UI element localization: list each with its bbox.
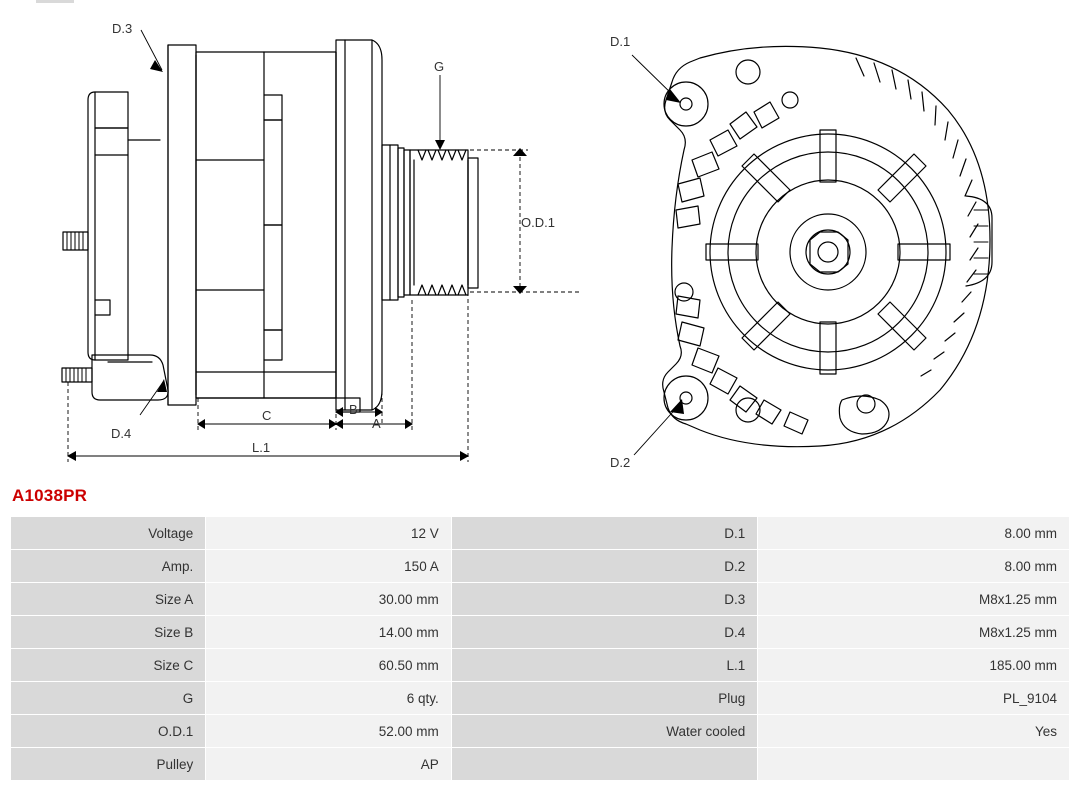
rib-9 — [960, 159, 966, 176]
vent-l2 — [678, 322, 704, 346]
label-od1: O.D.1 — [521, 215, 555, 230]
vent-u3 — [710, 130, 737, 156]
pulley-groove-9 — [448, 285, 456, 295]
rib-4 — [908, 80, 911, 99]
spec-label: G — [11, 682, 206, 715]
vent-l7 — [784, 412, 808, 434]
spec-label: Size C — [11, 649, 206, 682]
pulley-washer — [404, 150, 410, 295]
l1-arrow-right — [460, 451, 469, 461]
rib-8 — [953, 140, 958, 158]
rib-7 — [945, 122, 948, 140]
table-row — [11, 649, 1070, 682]
table-row — [11, 682, 1070, 715]
fan-spoke-ur — [878, 154, 926, 202]
fan-spoke-ul — [742, 154, 790, 202]
pulley-end — [468, 158, 478, 288]
stator-mid-top — [264, 120, 282, 225]
table-row — [11, 616, 1070, 649]
label-c: C — [262, 408, 272, 423]
label-b: B — [349, 402, 358, 417]
label-a: A — [372, 416, 381, 431]
rotor-hex-nut — [810, 232, 848, 272]
d3-leader — [141, 30, 162, 70]
table-row — [11, 748, 1070, 781]
stator-mid-bot — [264, 225, 282, 330]
pulley-groove-2 — [428, 150, 436, 160]
housing-rear-flange — [168, 45, 196, 405]
d4-arrow — [157, 379, 167, 392]
right-boss-ribs — [974, 210, 988, 274]
pulley-groove-1 — [418, 150, 426, 160]
bottom-ear — [839, 396, 889, 434]
specifications-table — [10, 516, 1070, 781]
label-d1: D.1 — [610, 34, 631, 49]
rear-cap-body — [95, 128, 128, 360]
label-l1: L.1 — [252, 440, 271, 455]
spec-label: Plug — [451, 682, 758, 715]
pulley-groove-6 — [418, 285, 426, 295]
rear-cap-top — [95, 92, 128, 128]
rib-5 — [922, 92, 924, 111]
rib-15 — [962, 292, 971, 302]
d3-arrow — [150, 60, 163, 72]
spec-value: 52.00 mm — [206, 715, 451, 748]
od1-arrow-top — [513, 148, 527, 156]
vent-u2 — [692, 152, 719, 177]
rib-2 — [874, 63, 880, 82]
spec-value: 60.50 mm — [206, 649, 451, 682]
table-row — [11, 517, 1070, 550]
fan-spoke-lr — [878, 302, 926, 350]
hole-upper — [736, 60, 760, 84]
spec-value: Yes — [758, 715, 1070, 748]
vent-l3 — [692, 348, 719, 373]
spec-value: M8x1.25 mm — [758, 616, 1070, 649]
label-g: G — [434, 59, 445, 74]
spec-label: Size B — [11, 616, 206, 649]
pulley-body — [410, 150, 468, 295]
rib-11 — [968, 202, 976, 216]
pulley-groove-3 — [438, 150, 446, 160]
fan-spoke-ll — [742, 302, 790, 350]
rib-14 — [967, 270, 976, 282]
vent-u4 — [730, 112, 757, 139]
stator-step-bot — [264, 330, 282, 360]
part-number-title: A1038PR — [12, 486, 88, 505]
label-d3: D.3 — [112, 21, 133, 36]
rib-16 — [954, 313, 964, 322]
spec-value-empty — [758, 748, 1070, 781]
spec-label: Amp. — [11, 550, 206, 583]
spec-value: 14.00 mm — [206, 616, 451, 649]
spec-value: 12 V — [206, 517, 451, 550]
front-housing-curve — [372, 40, 382, 410]
spec-value: PL_9104 — [758, 682, 1070, 715]
spec-label: Water cooled — [451, 715, 758, 748]
table-row — [11, 715, 1070, 748]
mount-hole-top — [680, 98, 692, 110]
spec-value: 8.00 mm — [758, 550, 1070, 583]
spec-value: 185.00 mm — [758, 649, 1070, 682]
spec-label-empty — [451, 748, 758, 781]
fan-spoke-left — [706, 244, 758, 260]
rear-cap-round — [88, 92, 95, 360]
rib-1 — [856, 58, 864, 76]
spec-label: D.1 — [451, 517, 758, 550]
spec-value: M8x1.25 mm — [758, 583, 1070, 616]
mount-ear-bottom — [664, 376, 708, 420]
spec-label: Size A — [11, 583, 206, 616]
spec-label: Voltage — [11, 517, 206, 550]
pulley-hub — [398, 148, 404, 297]
spec-value: 6 qty. — [206, 682, 451, 715]
table-row — [11, 550, 1070, 583]
label-d2: D.2 — [610, 455, 631, 470]
spec-value: 30.00 mm — [206, 583, 451, 616]
pulley-groove-5 — [458, 150, 466, 160]
rib-6 — [935, 106, 936, 125]
hole-upper-small — [782, 92, 798, 108]
rib-10 — [965, 180, 972, 196]
mount-ear-top — [664, 82, 708, 126]
fan-spoke-right — [898, 244, 950, 260]
spec-label: D.2 — [451, 550, 758, 583]
terminal-stud-threads — [67, 232, 83, 250]
rotor-shaft — [818, 242, 838, 262]
pulley-groove-7 — [428, 285, 436, 295]
spec-value: AP — [206, 748, 451, 781]
spec-value: 8.00 mm — [758, 517, 1070, 550]
spec-label: D.4 — [451, 616, 758, 649]
front-housing — [336, 40, 372, 410]
vent-u5 — [754, 102, 779, 128]
fan-spoke-bottom — [820, 322, 836, 374]
a-arrow-left — [335, 419, 343, 429]
terminal-stud-lower-threads — [66, 368, 86, 382]
front-housing-outline — [663, 46, 990, 446]
rib-19 — [921, 370, 931, 376]
g-arrow — [435, 140, 445, 150]
fan-spoke-top — [820, 130, 836, 182]
rear-cap-notch — [95, 300, 110, 315]
d2-arrow — [670, 399, 684, 414]
spec-label: Pulley — [11, 748, 206, 781]
pulley-groove-8 — [438, 285, 446, 295]
spec-value: 150 A — [206, 550, 451, 583]
rib-3 — [892, 70, 896, 89]
spec-label: L.1 — [451, 649, 758, 682]
rotor-hub-ring — [790, 214, 866, 290]
vent-u6 — [676, 206, 700, 228]
pulley-groove-10 — [458, 285, 466, 295]
d4-leader — [140, 382, 163, 415]
spec-label: D.3 — [451, 583, 758, 616]
rib-18 — [934, 352, 944, 359]
pulley-groove-4 — [448, 150, 456, 160]
spec-label: O.D.1 — [11, 715, 206, 748]
vent-l4 — [710, 368, 737, 394]
stator-step-top — [264, 95, 282, 120]
od1-arrow-bottom — [513, 286, 527, 294]
table-row — [11, 583, 1070, 616]
vent-u1 — [678, 178, 704, 202]
label-d4: D.4 — [111, 426, 132, 441]
rib-17 — [945, 333, 955, 341]
